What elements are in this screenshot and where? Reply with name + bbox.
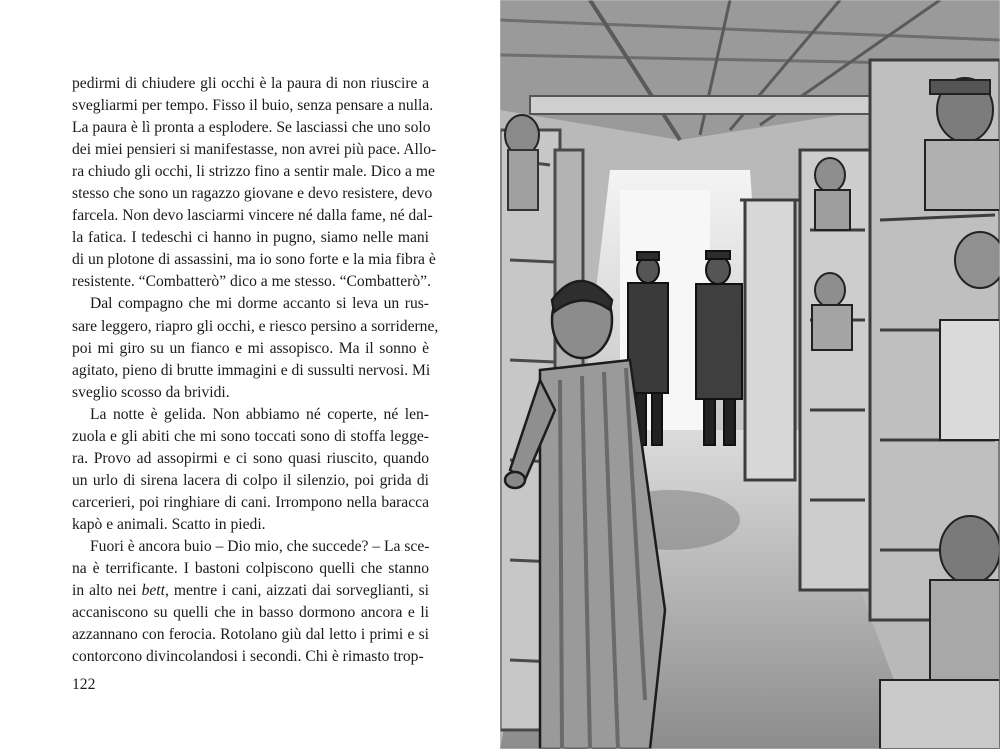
barrack-illustration xyxy=(500,0,1000,749)
text-line: stesso che sono un ragazzo giovane e devo resistere, devo xyxy=(72,185,433,203)
text-line: carcerieri, poi ringhiare di cani. Irrompono nella baracca xyxy=(72,493,429,511)
text-line: Fuori è ancora buio – Dio mio, che succede? – La sce- xyxy=(90,537,430,555)
text-line: accaniscono su quelli che in basso dormono ancora e li xyxy=(72,604,429,622)
text-line: sare leggero, riapro gli occhi, e riesco persino a sorriderne, xyxy=(72,317,439,335)
text-line: farcela. Non devo lasciarmi vincere né dalla fame, né dal- xyxy=(72,207,433,225)
text-line: la fatica. I tedeschi ci hanno in pugno, siamo nelle mani xyxy=(72,229,429,247)
text-line: Dal compagno che mi dorme accanto si leva un rus- xyxy=(90,295,429,313)
text-line: svegliarmi per tempo. Fisso il buio, senza pensare a nulla. xyxy=(72,97,434,115)
body-text xyxy=(72,73,439,668)
prisoner-left-upper xyxy=(505,115,539,210)
text-line: poi mi giro su un fianco e mi assopisco. Ma il sonno è xyxy=(72,339,429,357)
text-line: resistente. “Combatterò” dico a me stesso. “Combatterò”. xyxy=(72,273,431,291)
text-line: ra. Provo ad assopirmi e ci sono quasi riuscito, quando xyxy=(72,449,429,467)
text-line: sveglio scosso da brividi. xyxy=(72,383,230,401)
text-line: pedirmi di chiudere gli occhi è la paura di non riuscire a xyxy=(72,75,429,92)
text-line: La paura è lì pronta a esplodere. Se lasciassi che uno solo xyxy=(72,119,431,137)
text-line: agitato, pieno di brutte immagini e di sussulti nervosi. Mi xyxy=(72,361,431,379)
text-line: dei miei pensieri si manifestasse, non avrei più pace. Allo- xyxy=(72,141,437,159)
paragraph xyxy=(72,73,437,293)
page-number: 122 xyxy=(72,676,96,693)
paragraph xyxy=(72,404,429,536)
text-line: kapò e animali. Scatto in piedi. xyxy=(72,515,266,533)
text-line: un urlo di sirena lacera di colpo il silenzio, poi grida di xyxy=(72,471,429,489)
paragraph xyxy=(72,536,429,668)
text-line: La notte è gelida. Non abbiamo né coperte, né len- xyxy=(90,405,429,423)
text-line: na è terrificante. I bastoni colpiscono quelli che stanno xyxy=(72,560,429,578)
paragraph xyxy=(72,293,439,403)
barrack-illustration-drawing xyxy=(500,0,1000,749)
text-line: ra chiudo gli occhi, li strizzo fino a sentir male. Dico a me xyxy=(72,163,435,181)
text-line: in alto nei bett, mentre i cani, aizzati dai sorveglianti, si xyxy=(72,582,429,600)
text-line: azzannano con ferocia. Rotolano giù dal letto i primi e si xyxy=(72,626,429,644)
text-line: zuola e gli abiti che mi sono toccati sono di stoffa legge- xyxy=(72,427,429,445)
text-line: contorcono divincolandosi i secondi. Chi è rimasto trop- xyxy=(72,648,424,666)
text-line: di un plotone di assassini, ma io sono forte e la mia fibra è xyxy=(72,251,436,269)
